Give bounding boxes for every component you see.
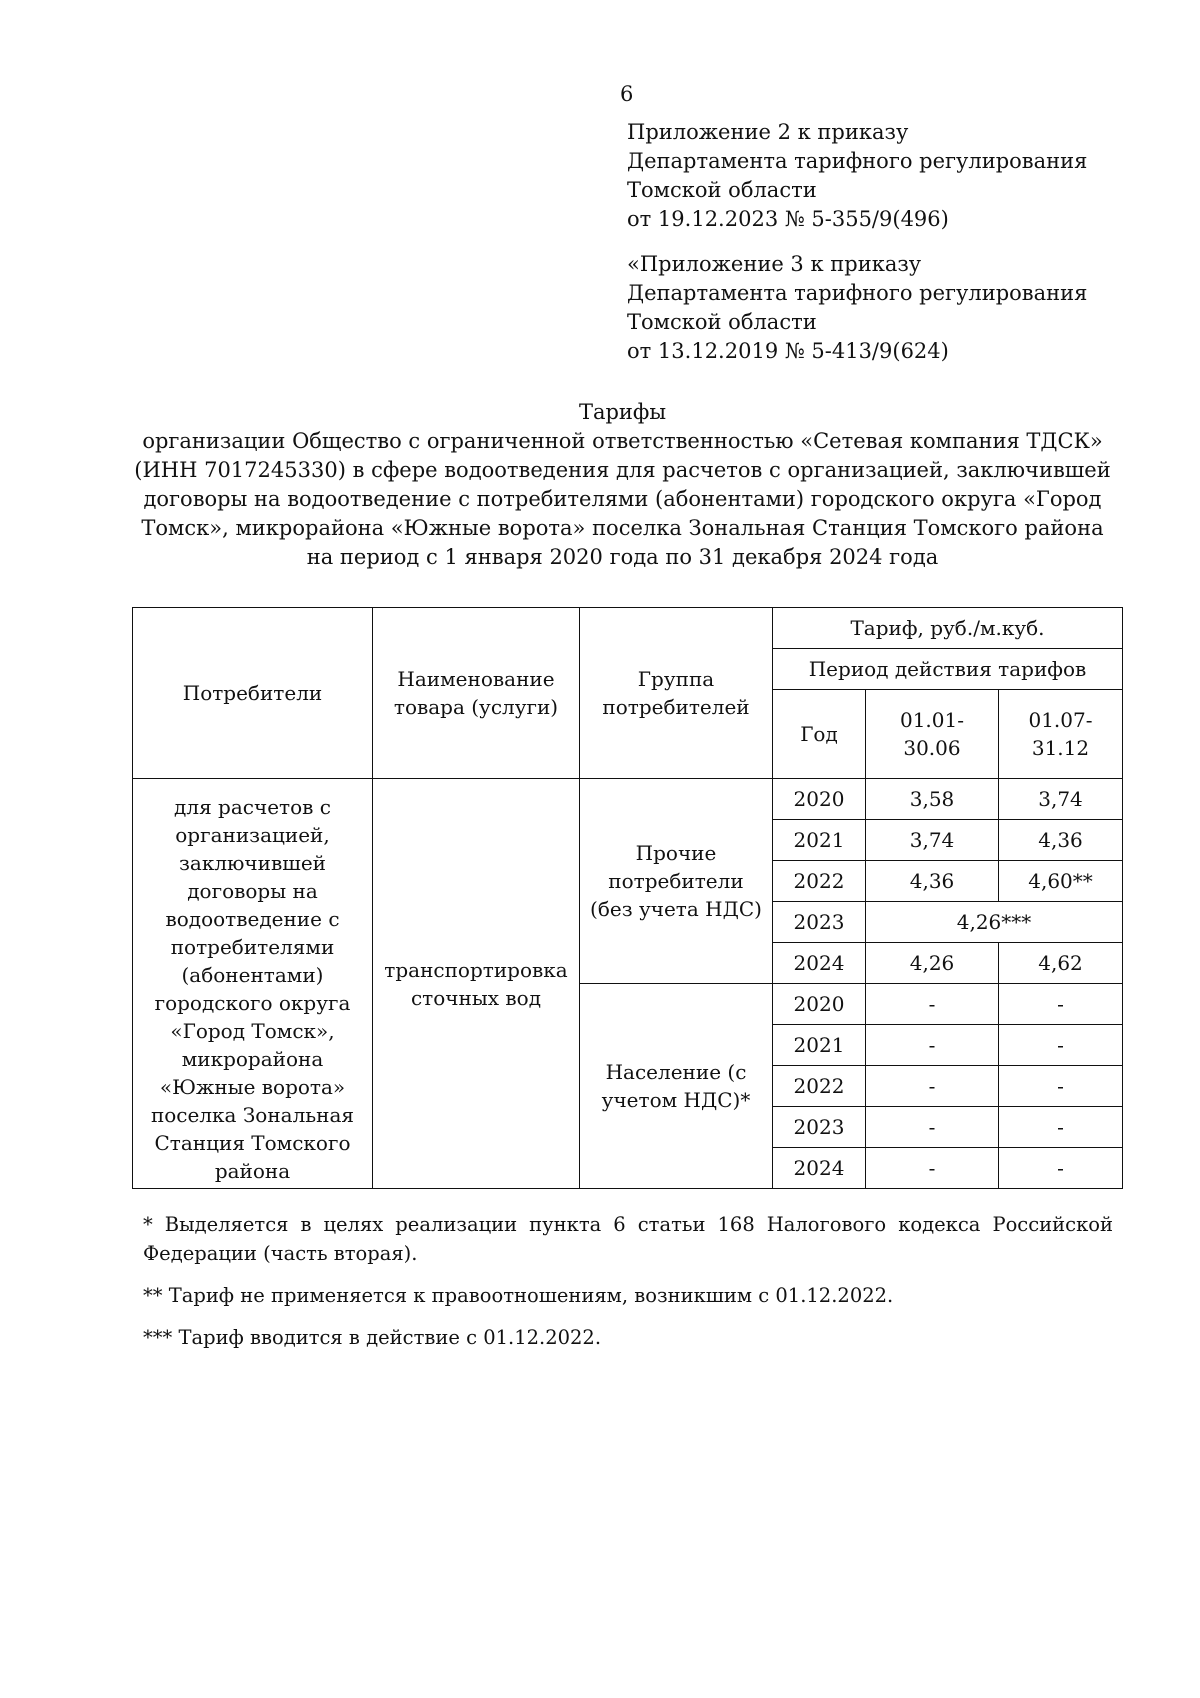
tariff-first-half: - bbox=[866, 1066, 999, 1107]
year-cell: 2023 bbox=[773, 902, 866, 943]
tariff-second-half: - bbox=[999, 984, 1123, 1025]
year-cell: 2021 bbox=[773, 1025, 866, 1066]
header-tariff: Тариф, руб./м.куб. bbox=[773, 608, 1123, 649]
tariff-second-half: - bbox=[999, 1025, 1123, 1066]
tariff-second-half: 4,62 bbox=[999, 943, 1123, 984]
appendix-line: Приложение 2 к приказу bbox=[627, 120, 909, 144]
header-first-half: 01.01- 30.06 bbox=[866, 690, 999, 779]
footnote: * Выделяется в целях реализации пункта 6 статьи 168 Налогового кодекса Российской Федерации (часть вторая). bbox=[143, 1213, 1113, 1265]
year-cell: 2021 bbox=[773, 820, 866, 861]
header-second-half: 01.07- 31.12 bbox=[999, 690, 1123, 779]
header-consumers: Потребители bbox=[133, 608, 373, 779]
tariff-first-half: 3,58 bbox=[866, 779, 999, 820]
year-cell: 2023 bbox=[773, 1107, 866, 1148]
title-line: Томск», микрорайона «Южные ворота» поселка Зональная Станция Томского района bbox=[141, 516, 1104, 540]
footnote: *** Тариф вводится в действие с 01.12.2022. bbox=[143, 1326, 602, 1349]
tariff-second-half: - bbox=[999, 1148, 1123, 1189]
header-row bbox=[133, 608, 1123, 649]
year-cell: 2022 bbox=[773, 861, 866, 902]
footnote: ** Тариф не применяется к правоотношениям, возникшим с 01.12.2022. bbox=[143, 1284, 894, 1307]
tariff-first-half: - bbox=[866, 984, 999, 1025]
page-number: 6 bbox=[620, 82, 634, 106]
appendix-line: «Приложение 3 к приказу bbox=[627, 252, 922, 276]
appendix-line: от 19.12.2023 № 5-355/9(496) bbox=[627, 207, 949, 231]
year-cell: 2024 bbox=[773, 1148, 866, 1189]
tariff-table bbox=[132, 607, 1123, 1189]
tariff-second-half: - bbox=[999, 1107, 1123, 1148]
appendix-current-header bbox=[627, 118, 1147, 234]
header-group: Группа потребителей bbox=[580, 608, 773, 779]
tariff-merged: 4,26*** bbox=[866, 902, 1123, 943]
consumers-cell: для расчетов с организацией, заключившей договоры на водоотведение с потребителями (абонентами) городского округа «Город Томск», микрорайона «Южные ворота» поселка Зональная Станция Томского района bbox=[133, 779, 373, 1189]
tariff-first-half: - bbox=[866, 1148, 999, 1189]
appendix-line: от 13.12.2019 № 5-413/9(624) bbox=[627, 339, 949, 363]
group-cell: Прочие потребители (без учета НДС) bbox=[580, 779, 773, 984]
tariff-first-half: 4,36 bbox=[866, 861, 999, 902]
appendix-line: Департамента тарифного регулирования bbox=[627, 149, 1088, 173]
tariff-second-half: 3,74 bbox=[999, 779, 1123, 820]
tariff-second-half: 4,36 bbox=[999, 820, 1123, 861]
header-period: Период действия тарифов bbox=[773, 649, 1123, 690]
table-row bbox=[133, 779, 1123, 820]
appendix-line: Департамента тарифного регулирования bbox=[627, 281, 1088, 305]
title-line: договоры на водоотведение с потребителями (абонентами) городского округа «Город bbox=[143, 487, 1102, 511]
title-line: организации Общество с ограниченной ответственностью «Сетевая компания ТДСК» bbox=[142, 429, 1103, 453]
footnotes bbox=[143, 1210, 1113, 1365]
group-cell: Население (с учетом НДС)* bbox=[580, 984, 773, 1189]
tariff-first-half: 3,74 bbox=[866, 820, 999, 861]
year-cell: 2022 bbox=[773, 1066, 866, 1107]
tariff-first-half: 4,26 bbox=[866, 943, 999, 984]
appendix-line: Томской области bbox=[627, 310, 817, 334]
year-cell: 2020 bbox=[773, 779, 866, 820]
appendix-previous-header bbox=[627, 250, 1147, 366]
tariff-first-half: - bbox=[866, 1025, 999, 1066]
tariff-first-half: - bbox=[866, 1107, 999, 1148]
title-line: (ИНН 7017245330) в сфере водоотведения для расчетов с организацией, заключившей bbox=[134, 458, 1111, 482]
title-heading: Тарифы bbox=[578, 400, 667, 424]
tariff-second-half: - bbox=[999, 1066, 1123, 1107]
year-cell: 2024 bbox=[773, 943, 866, 984]
product-cell: транспортировка сточных вод bbox=[373, 779, 580, 1189]
title-line: на период с 1 января 2020 года по 31 декабря 2024 года bbox=[306, 545, 939, 569]
header-product: Наименование товара (услуги) bbox=[373, 608, 580, 779]
appendix-line: Томской области bbox=[627, 178, 817, 202]
tariff-second-half: 4,60** bbox=[999, 861, 1123, 902]
document-title bbox=[130, 398, 1115, 572]
header-year: Год bbox=[773, 690, 866, 779]
year-cell: 2020 bbox=[773, 984, 866, 1025]
